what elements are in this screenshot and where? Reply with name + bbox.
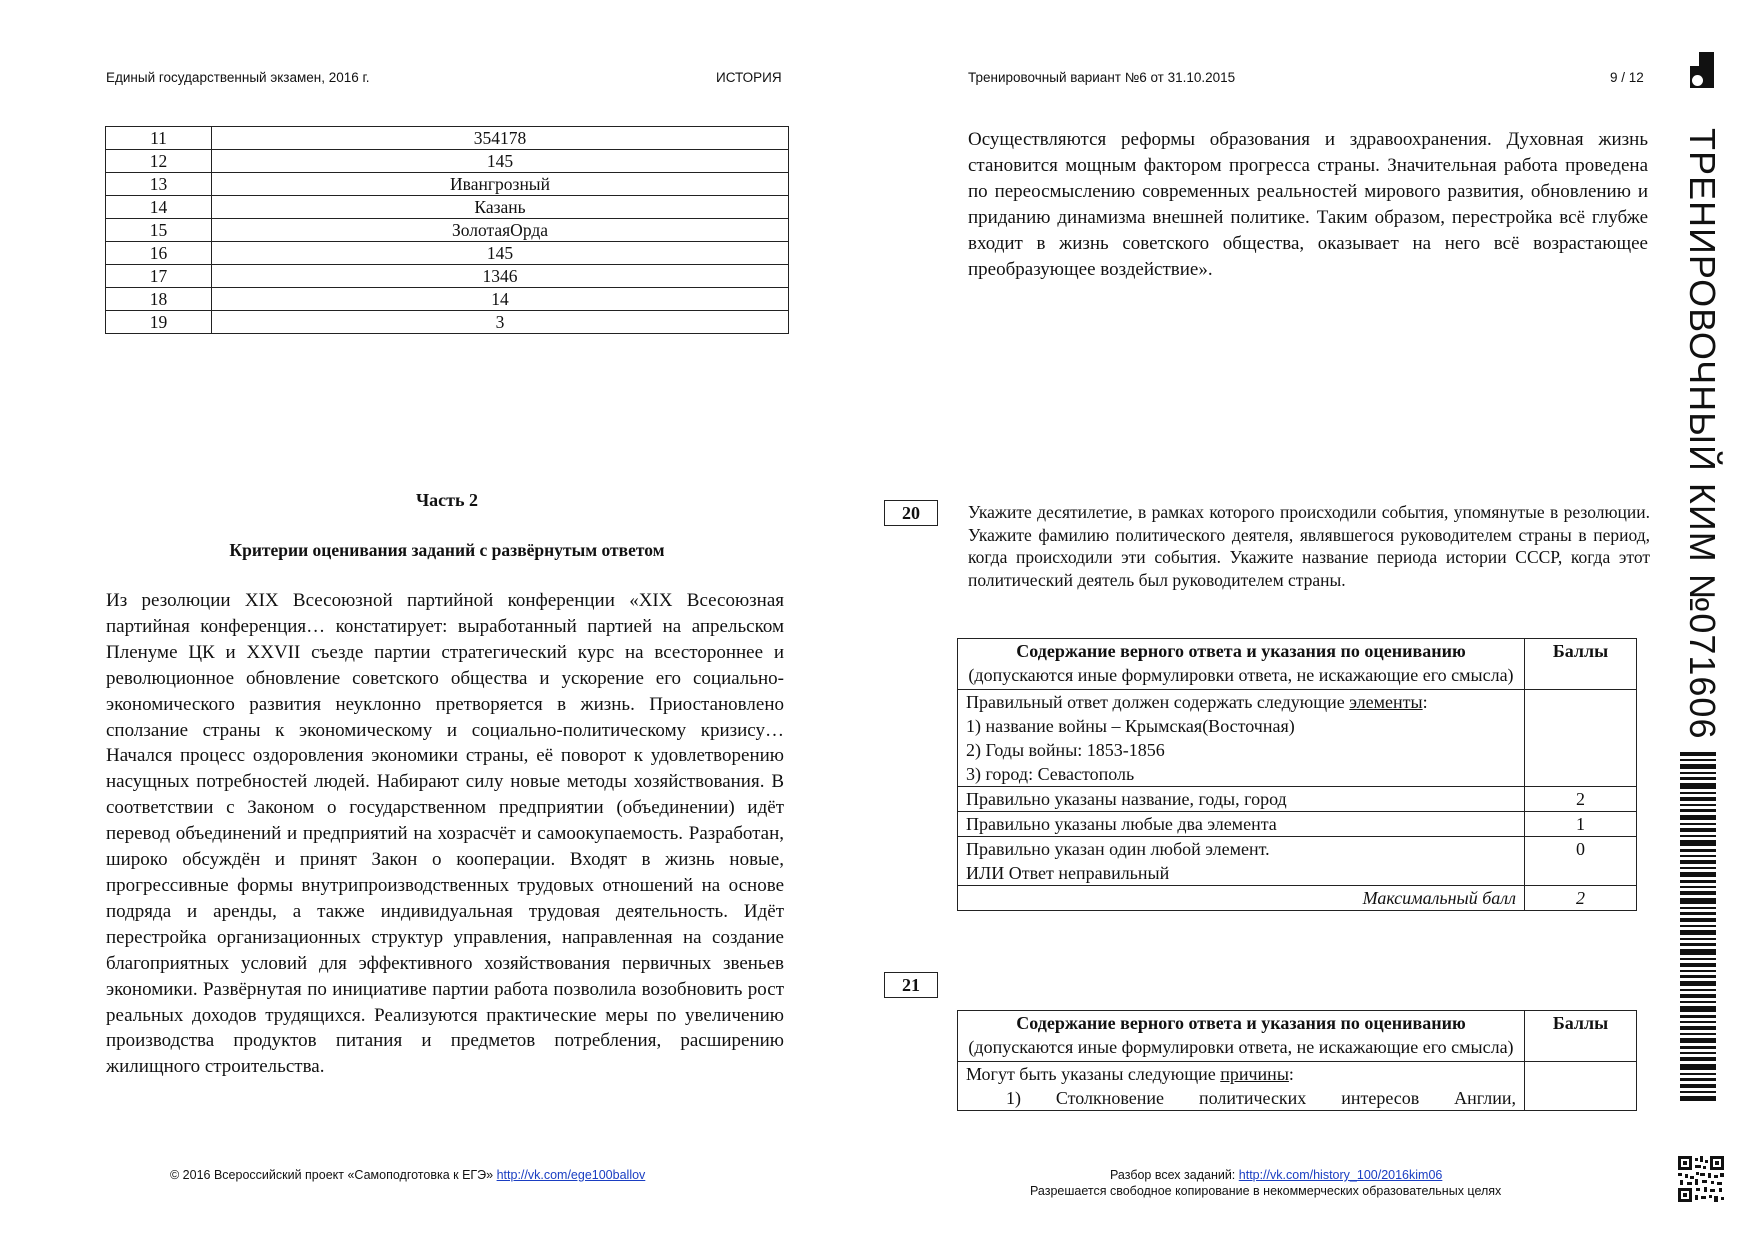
part2-subtitle: Критерии оценивания заданий с развёрнутым ответом xyxy=(229,540,665,560)
table-row xyxy=(106,311,789,334)
criteria-head-bold: Содержание верного ответа и указания по оцениванию xyxy=(1016,641,1466,661)
criteria-points: 2 xyxy=(1525,787,1637,812)
question-20-criteria-table xyxy=(957,638,1637,911)
table-row xyxy=(106,173,789,196)
criteria-reasons-row: Могут быть указаны следующие причины: 1) Столкновение политических интересов Англии, xyxy=(958,1062,1637,1111)
elements-word: элементы xyxy=(1349,692,1423,712)
max-score-value: 2 xyxy=(1525,886,1637,911)
task-number: 14 xyxy=(106,196,212,219)
task-answer: 145 xyxy=(212,242,789,265)
task-answer: Ивангрозный xyxy=(212,173,789,196)
question-21-criteria-table xyxy=(957,1010,1637,1111)
task-answer: 1346 xyxy=(212,265,789,288)
criteria-text: Правильно указаны название, годы, город xyxy=(958,787,1525,812)
task-number: 11 xyxy=(106,127,212,150)
element-3: 3) город: Севастополь xyxy=(966,764,1135,784)
criteria-row xyxy=(958,812,1637,837)
task-answer: 14 xyxy=(212,288,789,311)
table-row xyxy=(106,127,789,150)
task-number: 17 xyxy=(106,265,212,288)
table-row xyxy=(106,219,789,242)
max-score-label: Максимальный балл xyxy=(958,886,1525,911)
element-2: 2) Годы войны: 1853-1856 xyxy=(966,740,1165,760)
criteria-row xyxy=(958,787,1637,812)
criteria-text: ИЛИ Ответ неправильный xyxy=(966,863,1170,883)
reasons-intro: Могут быть указаны следующие xyxy=(966,1064,1221,1084)
barcode-icon xyxy=(1680,752,1716,1102)
side-title: ТРЕНИРОВОЧНЫЙ КИМ №071606 xyxy=(1682,128,1723,740)
question-20-text: Укажите десятилетие, в рамках которого происходили события, упомянутые в резолюции. Укажите фамилию политического деятеля, являвшегося руководителем страны в период, когда происходили эти события. Укажите название периода истории СССР, когда этот политический деятель был руководителем страны. xyxy=(968,502,1650,590)
qr-code-icon xyxy=(1678,1156,1724,1202)
criteria-points: 1 xyxy=(1525,812,1637,837)
task-answer: 145 xyxy=(212,150,789,173)
footer-left xyxy=(170,1168,645,1182)
task-answer: ЗолотаяОрда xyxy=(212,219,789,242)
criteria-head-bold: Содержание верного ответа и указания по оцениванию xyxy=(1016,1013,1466,1033)
criteria-header-row xyxy=(958,639,1637,690)
criteria-row xyxy=(958,837,1637,886)
points-header: Баллы xyxy=(1552,1013,1609,1033)
elements-intro: Правильный ответ должен содержать следующие xyxy=(966,692,1350,712)
max-score-row xyxy=(958,886,1637,911)
variant-title: Тренировочный вариант №6 от 31.10.2015 xyxy=(968,70,1236,85)
table-row xyxy=(106,288,789,311)
subject-title: ИСТОРИЯ xyxy=(716,70,782,85)
footer-copy-permission: Разрешается свободное копирование в некоммерческих образовательных целях xyxy=(1030,1184,1502,1198)
table-row xyxy=(106,242,789,265)
footer-copyright: © 2016 Всероссийский проект «Самоподготовка к ЕГЭ» xyxy=(170,1168,494,1182)
task-number: 19 xyxy=(106,311,212,334)
task-answer: Казань xyxy=(212,196,789,219)
footer-review-label: Разбор всех заданий: xyxy=(1110,1168,1236,1182)
resolution-text: Из резолюции XIX Всесоюзной партийной конференции «XIX Всесоюзная партийная конференция… констатирует: выработанный партией на апрельском Пленуме ЦК и XXVII съезде партии стратегический курс на всестороннее и революционное обновление советского общества и ускорение его социально-экономического развития неуклонно претворяется в жизнь. Приостановлено сползание страны к экономическому и социально-политическому кризису… Начался процесс оздоровления экономики страны, её поворот к удовлетворению насущных потребностей людей. Набирают силу новые методы хозяйствования. В соответствии с Законом о государственном предприятии (объединении) идёт перевод объединений и предприятий на хозрасчёт и самоокупаемость. Разработан, широко обсуждён и принят Закон о кооперации. Входят в жизнь новые, прогрессивные формы внутрипроизводственных трудовых отношений на основе подряда и аренды, а также индивидуальная трудовая деятельность. Идёт перестройка организационных структур управления, направленная на создание благоприятных условий для эффективного хозяйствования первичных звеньев экономики. Развёрнутая по инициативе партии работа позволила возобновить рост реальных доходов трудящихся. Реализуются практические меры по увеличению производства продуктов питания и предметов потребления, расширению жилищного строительства. xyxy=(106,590,784,1078)
element-1: 1) название войны – Крымская(Восточная) xyxy=(966,716,1295,736)
footer-right-link[interactable]: http://vk.com/history_100/2016kim06 xyxy=(1238,1168,1443,1182)
criteria-points: 0 xyxy=(1525,837,1637,886)
question-21-number: 21 xyxy=(884,972,938,998)
criteria-text: Правильно указан один любой элемент. xyxy=(966,839,1270,859)
criteria-elements-row: Правильный ответ должен содержать следующие элементы: 1) название войны – Крымская(Восточная) 2) Годы войны: 1853-1856 3) город: Севастополь xyxy=(958,690,1637,787)
continuation-text: Осуществляются реформы образования и здравоохранения. Духовная жизнь становится мощным фактором прогресса страны. Значительная работа проведена по переосмыслению современных реальностей мирового развития, обновлению и приданию динамизма внешней политике. Таким образом, перестройка всё глубже входит в жизнь советского общества, оказывает на него всё возрастающее преобразующее воздействие». xyxy=(968,129,1648,280)
task-number: 13 xyxy=(106,173,212,196)
page-number: 9 / 12 xyxy=(1610,70,1644,85)
exam-title: Единый государственный экзамен, 2016 г. xyxy=(106,70,370,85)
criteria-header-row xyxy=(958,1011,1637,1062)
part2-title: Часть 2 xyxy=(415,490,479,510)
footer-right xyxy=(1110,1168,1442,1182)
answers-table xyxy=(105,126,789,334)
table-row xyxy=(106,150,789,173)
task-number: 12 xyxy=(106,150,212,173)
criteria-head-note: (допускаются иные формулировки ответа, не искажающие его смысла) xyxy=(968,1037,1514,1057)
task-number: 18 xyxy=(106,288,212,311)
task-number: 16 xyxy=(106,242,212,265)
table-row xyxy=(106,265,789,288)
reasons-word: причины xyxy=(1220,1064,1289,1084)
table-row xyxy=(106,196,789,219)
task-number: 15 xyxy=(106,219,212,242)
reason-1: 1) Столкновение политических интересов Англии, xyxy=(1006,1088,1516,1108)
criteria-head-note: (допускаются иные формулировки ответа, не искажающие его смысла) xyxy=(968,665,1514,685)
footer-left-link[interactable]: http://vk.com/ege100ballov xyxy=(496,1168,646,1182)
task-answer: 354178 xyxy=(212,127,789,150)
question-20-number: 20 xyxy=(884,500,938,526)
points-header: Баллы xyxy=(1552,641,1609,661)
task-answer: 3 xyxy=(212,311,789,334)
logo-icon xyxy=(1690,52,1714,88)
criteria-text: Правильно указаны любые два элемента xyxy=(958,812,1525,837)
